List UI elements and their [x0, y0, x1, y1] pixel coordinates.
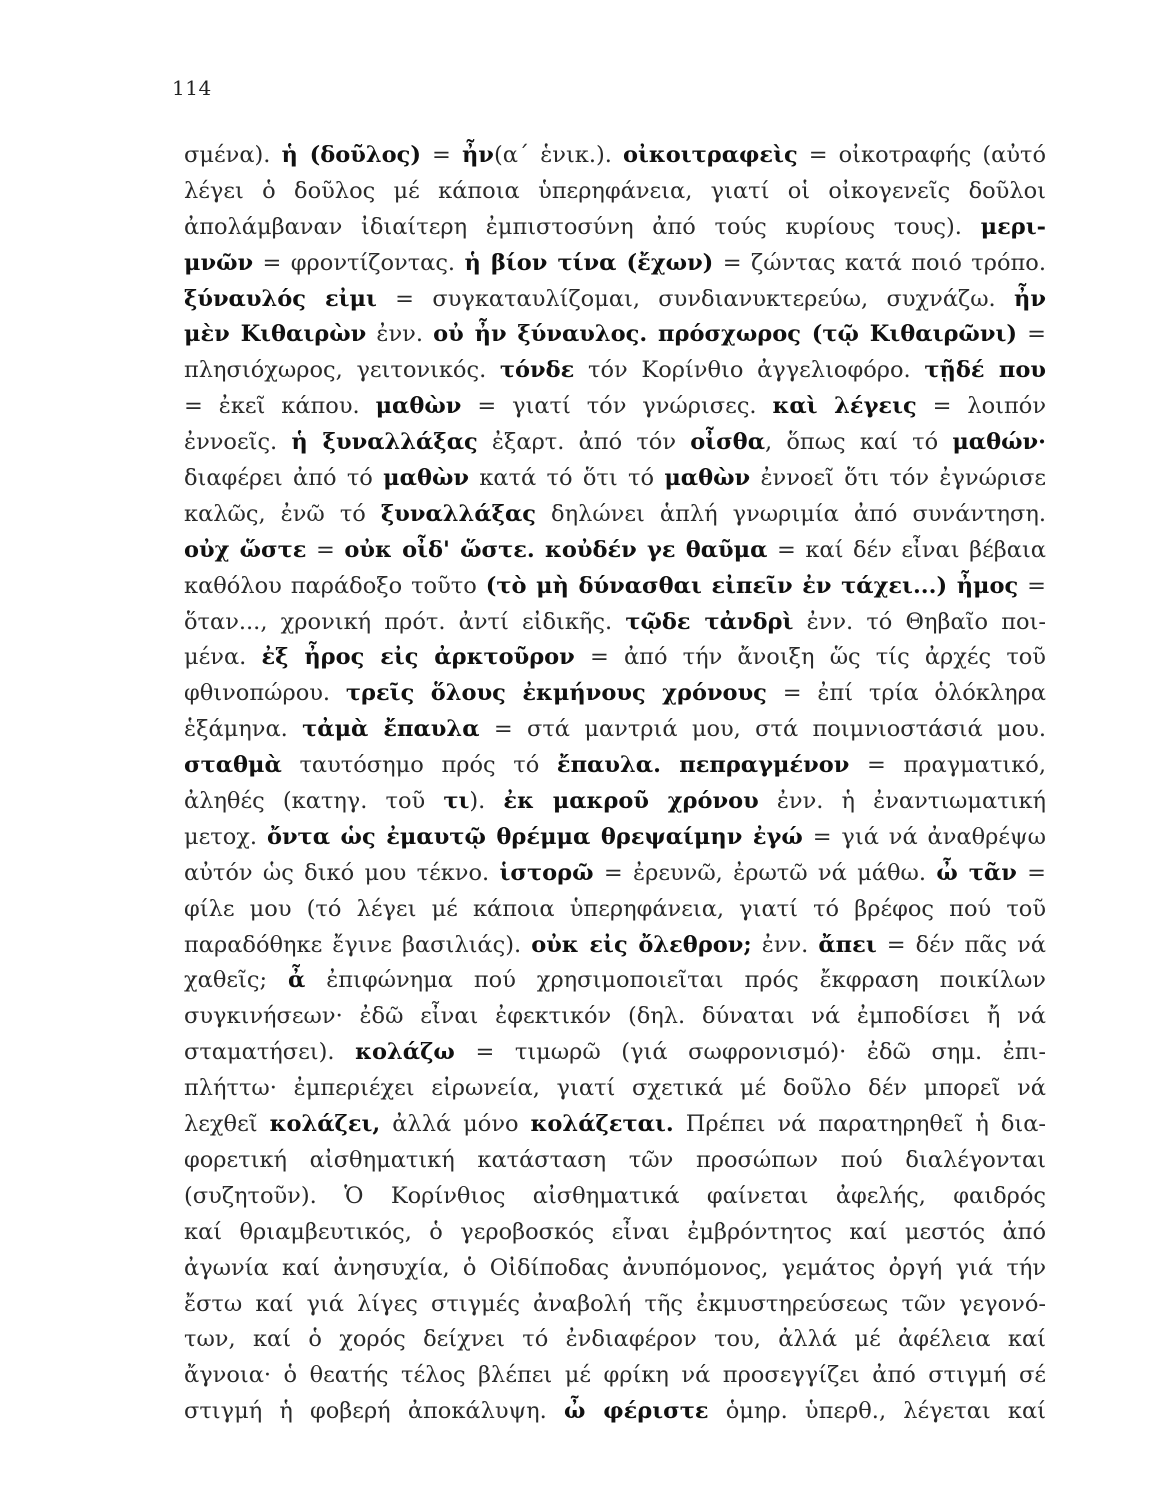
- gloss-text: καλῶς, ἐνῶ τό: [184, 500, 381, 527]
- gloss-text: ἐνν. ἡ ἐναντιωματική: [758, 788, 1046, 815]
- text-line: [184, 712, 1046, 748]
- gloss-text: ἄγνοια· ὁ θεατής τέλος βλέπει μέ φρίκη νά προσεγγίζει ἀπό στιγμή σέ: [184, 1362, 1046, 1389]
- lemma-term: οἶσθα: [690, 429, 766, 456]
- gloss-text: συγκινήσεων· ἐδῶ εἶναι ἐφεκτικόν (δηλ. δύναται νά ἐμποδίσει ἤ νά: [184, 1003, 1046, 1030]
- gloss-text: = συγκαταυλίζομαι, συνδιανυκτερεύω, συχνάζω.: [376, 285, 1015, 312]
- gloss-text: στιγμή ἡ φοβερή ἀποκάλυψη.: [184, 1398, 564, 1425]
- lemma-term: τι: [443, 788, 470, 815]
- text-line: [184, 856, 1046, 892]
- lemma-term: καὶ λέγεις: [772, 393, 917, 420]
- lemma-term: οὐχ ὥστε: [184, 536, 307, 563]
- gloss-text: κατά τό ὅτι τό: [469, 465, 665, 492]
- text-line: [184, 1071, 1046, 1107]
- text-line: [184, 820, 1046, 856]
- lemma-term: οὐκ εἰς ὄλεθρον;: [531, 931, 752, 958]
- gloss-text: παραδόθηκε ἔγινε βασιλιάς).: [184, 931, 532, 958]
- lemma-term: τῇδέ που: [924, 357, 1046, 384]
- lemma-term: ξυναλλάξας: [380, 500, 536, 527]
- text-line: [184, 461, 1046, 497]
- lemma-term: μερι-: [980, 213, 1046, 240]
- lemma-term: μαθὼν: [383, 465, 469, 492]
- gloss-text: (α΄ ἑνικ.).: [493, 142, 623, 168]
- gloss-text: , ὅπως καί τό: [765, 429, 953, 456]
- text-line: [184, 353, 1046, 389]
- lemma-term: οὐ ἦν ξύναυλος. πρόσχωρος (τῷ Κιθαιρῶνι): [433, 321, 1017, 348]
- text-line: [184, 138, 1046, 174]
- lemma-term: μαθών·: [952, 429, 1046, 456]
- gloss-text: καί θριαμβευτικός, ὁ γεροβοσκός εἶναι ἐμβρόντητος καί μεστός ἀπό: [184, 1218, 1046, 1245]
- commentary-text: [184, 138, 1046, 1430]
- text-line: [184, 1215, 1046, 1251]
- gloss-text: μετοχ.: [184, 823, 267, 850]
- text-line: [184, 569, 1046, 605]
- text-line: [184, 1035, 1046, 1071]
- gloss-text: = λοιπόν: [916, 393, 1046, 420]
- text-line: [184, 1287, 1046, 1323]
- lemma-term: (τὸ μὴ δύνασθαι εἰπεῖν ἐν τάχει...) ἦμος: [485, 572, 1019, 599]
- text-line: [184, 1358, 1046, 1394]
- gloss-text: ἐξαρτ. ἀπό τόν: [477, 429, 691, 456]
- gloss-text: διαφέρει ἀπό τό: [184, 465, 384, 492]
- gloss-text: (συζητοῦν). Ὁ Κορίνθιος αἰσθηματικά φαίνεται ἀφελής, φαιδρός: [184, 1182, 1046, 1209]
- lemma-term: τῷδε τἀνδρὶ: [625, 608, 794, 635]
- lemma-term: ὦ τᾶν: [936, 859, 1017, 886]
- gloss-text: =: [1016, 859, 1046, 886]
- lemma-term: ἐκ μακροῦ χρόνου: [503, 788, 759, 815]
- lemma-term: ἐξ ἦρος εἰς ἀρκτοῦρον: [261, 644, 575, 671]
- gloss-text: λέγει ὁ δοῦλος μέ κάποια ὑπερηφάνεια, γιατί οἱ οἰκογενεῖς δοῦλοι: [184, 177, 1046, 204]
- gloss-text: = ἐρευνῶ, ἐρωτῶ νά μάθω.: [593, 859, 937, 886]
- gloss-text: = γιατί τόν γνώρισες.: [461, 393, 773, 420]
- lemma-term: σταθμὰ: [184, 752, 282, 779]
- gloss-text: ἔστω καί γιά λίγες στιγμές ἀναβολή τῆς ἐκμυστηρεύσεως τῶν γεγονό-: [184, 1290, 1046, 1317]
- lemma-term: ἦν: [1014, 285, 1046, 312]
- text-line: [184, 1322, 1046, 1358]
- gloss-text: ἐννοεῖ ὅτι τόν ἐγνώρισε: [750, 465, 1046, 492]
- lemma-term: ὄντα ὡς ἐμαυτῷ θρέμμα θρεψαίμην ἐγώ: [266, 823, 803, 850]
- gloss-text: = ζώντας κατά ποιό τρόπο.: [713, 249, 1046, 276]
- gloss-text: ἐνν.: [751, 931, 819, 958]
- gloss-text: σταματήσει).: [184, 1039, 356, 1066]
- gloss-text: δηλώνει ἁπλή γνωριμία ἀπό συνάντηση.: [535, 500, 1046, 527]
- gloss-text: αὐτόν ὡς δικό μου τέκνο.: [184, 859, 500, 886]
- lemma-term: ἡ βίον τίνα (ἔχων): [464, 249, 714, 276]
- lemma-term: οἰκοιτραφεὶς: [622, 142, 798, 168]
- text-line: [184, 174, 1046, 210]
- gloss-text: = καί δέν εἶναι βέβαια: [767, 536, 1046, 563]
- text-line: [184, 389, 1046, 425]
- text-line: [184, 928, 1046, 964]
- gloss-text: μένα.: [184, 644, 262, 671]
- gloss-text: λεχθεῖ: [184, 1111, 270, 1138]
- gloss-text: φθινοπώρου.: [184, 680, 346, 707]
- lemma-term: τόνδε: [499, 357, 575, 384]
- text-line: [184, 999, 1046, 1035]
- gloss-text: = δέν πᾶς νά: [876, 931, 1046, 958]
- gloss-text: Πρέπει νά παρατηρηθεῖ ἡ δια-: [673, 1111, 1046, 1138]
- gloss-text: ἐνν. τό Θηβαῖο ποι-: [793, 608, 1046, 635]
- lemma-term: ἆ: [287, 967, 306, 994]
- gloss-text: σμένα).: [184, 142, 282, 168]
- gloss-text: ἐπιφώνημα πού χρησιμοποιεῖται πρός ἔκφραση ποικίλων: [305, 967, 1046, 994]
- lemma-term: κολάζω: [355, 1039, 455, 1066]
- text-line: [184, 963, 1046, 999]
- gloss-text: = τιμωρῶ (γιά σωφρονισμό)· ἐδῶ σημ. ἐπι-: [454, 1039, 1046, 1066]
- lemma-term: μαθὼν: [375, 393, 462, 420]
- gloss-text: τόν Κορίνθιο ἀγγελιοφόρο.: [574, 357, 925, 384]
- gloss-text: = ἐκεῖ κάπου.: [184, 393, 376, 420]
- lemma-term: μὲν Κιθαιρὼν: [184, 321, 367, 348]
- gloss-text: ἀπολάμβαναν ἰδιαίτερη ἐμπιστοσύνη ἀπό τούς κυρίους τους).: [184, 213, 981, 240]
- lemma-term: ἱστορῶ: [499, 859, 594, 886]
- gloss-text: ἐννοεῖς.: [184, 429, 292, 456]
- gloss-text: = ἀπό τήν ἄνοιξη ὥς τίς ἀρχές τοῦ: [574, 644, 1046, 671]
- text-line: [184, 210, 1046, 246]
- gloss-text: των, καί ὁ χορός δείχνει τό ἐνδιαφέρον του, ἀλλά μέ ἀφέλεια καί: [184, 1326, 1046, 1353]
- text-line: [184, 784, 1046, 820]
- gloss-text: ἑξάμηνα.: [184, 716, 303, 743]
- text-line: [184, 605, 1046, 641]
- gloss-text: ἀληθές (κατηγ. τοῦ: [184, 788, 444, 815]
- gloss-text: = στά μαντριά μου, στά ποιμνιοστάσιά μου.: [479, 716, 1046, 743]
- gloss-text: πλησιόχωρος, γειτονικός.: [184, 357, 500, 384]
- text-line: [184, 1143, 1046, 1179]
- gloss-text: ὅταν..., χρονική πρότ. ἀντί εἰδικῆς.: [184, 608, 626, 635]
- text-line: [184, 282, 1046, 318]
- text-line: [184, 1394, 1046, 1430]
- gloss-text: καθόλου παράδοξο τοῦτο: [184, 572, 486, 599]
- lemma-term: τρεῖς ὅλους ἐκμήνους χρόνους: [345, 680, 767, 707]
- lemma-term: τἀμὰ ἔπαυλα: [302, 716, 480, 743]
- lemma-term: ἡ (δοῦλος): [281, 142, 421, 168]
- lemma-term: μαθὼν: [664, 465, 751, 492]
- text-line: [184, 317, 1046, 353]
- text-line: [184, 748, 1046, 784]
- gloss-text: φίλε μου (τό λέγει μέ κάποια ὑπερηφάνεια, γιατί τό βρέφος πού τοῦ: [184, 895, 1046, 922]
- gloss-text: ).: [469, 788, 504, 815]
- lemma-term: ὦ φέριστε: [563, 1398, 709, 1425]
- text-line: [184, 640, 1046, 676]
- text-line: [184, 425, 1046, 461]
- gloss-text: = ἐπί τρία ὁλόκληρα: [766, 680, 1046, 707]
- lemma-term: ἦν: [461, 142, 494, 168]
- lemma-term: ἄπει: [818, 931, 877, 958]
- gloss-text: =: [1016, 321, 1046, 348]
- page-number: 114: [172, 76, 212, 100]
- gloss-text: ἐνν.: [366, 321, 434, 348]
- gloss-text: = γιά νά ἀναθρέψω: [802, 823, 1046, 850]
- text-line: [184, 676, 1046, 712]
- text-line: [184, 892, 1046, 928]
- gloss-text: =: [421, 142, 462, 168]
- gloss-text: πλήττω· ἐμπεριέχει εἰρωνεία, γιατί σχετικά μέ δοῦλο δέν μπορεῖ νά: [184, 1075, 1046, 1102]
- lemma-term: κολάζει,: [269, 1111, 381, 1138]
- lemma-term: μνῶν: [184, 249, 254, 276]
- gloss-text: =: [1018, 572, 1046, 599]
- lemma-term: ἡ ξυναλλάξας: [291, 429, 478, 456]
- gloss-text: = πραγματικό,: [849, 752, 1046, 779]
- text-line: [184, 497, 1046, 533]
- gloss-text: = οἰκοτραφής (αὐτό: [797, 142, 1046, 168]
- gloss-text: ὁμηρ. ὑπερθ., λέγεται καί: [708, 1398, 1046, 1425]
- text-line: [184, 1107, 1046, 1143]
- lemma-term: ξύναυλός εἰμι: [184, 285, 377, 312]
- gloss-text: ἀγωνία καί ἀνησυχία, ὁ Οἰδίποδας ἀνυπόμονος, γεμάτος ὀργή γιά τήν: [184, 1254, 1046, 1281]
- text-line: [184, 1251, 1046, 1287]
- gloss-text: ταυτόσημο πρός τό: [281, 752, 557, 779]
- gloss-text: ἀλλά μόνο: [380, 1111, 531, 1138]
- text-line: [184, 246, 1046, 282]
- text-line: [184, 1179, 1046, 1215]
- gloss-text: =: [306, 536, 345, 563]
- text-line: [184, 533, 1046, 569]
- lemma-term: ἔπαυλα. πεπραγμένον: [556, 752, 850, 779]
- gloss-text: = φροντίζοντας.: [253, 249, 465, 276]
- lemma-term: οὐκ οἶδ' ὥστε. κοὐδέν γε θαῦμα: [344, 536, 768, 563]
- lemma-term: κολάζεται.: [530, 1111, 674, 1138]
- gloss-text: χαθεῖς;: [184, 967, 288, 994]
- gloss-text: φορετική αἰσθηματική κατάσταση τῶν προσώπων πού διαλέγονται: [184, 1146, 1046, 1173]
